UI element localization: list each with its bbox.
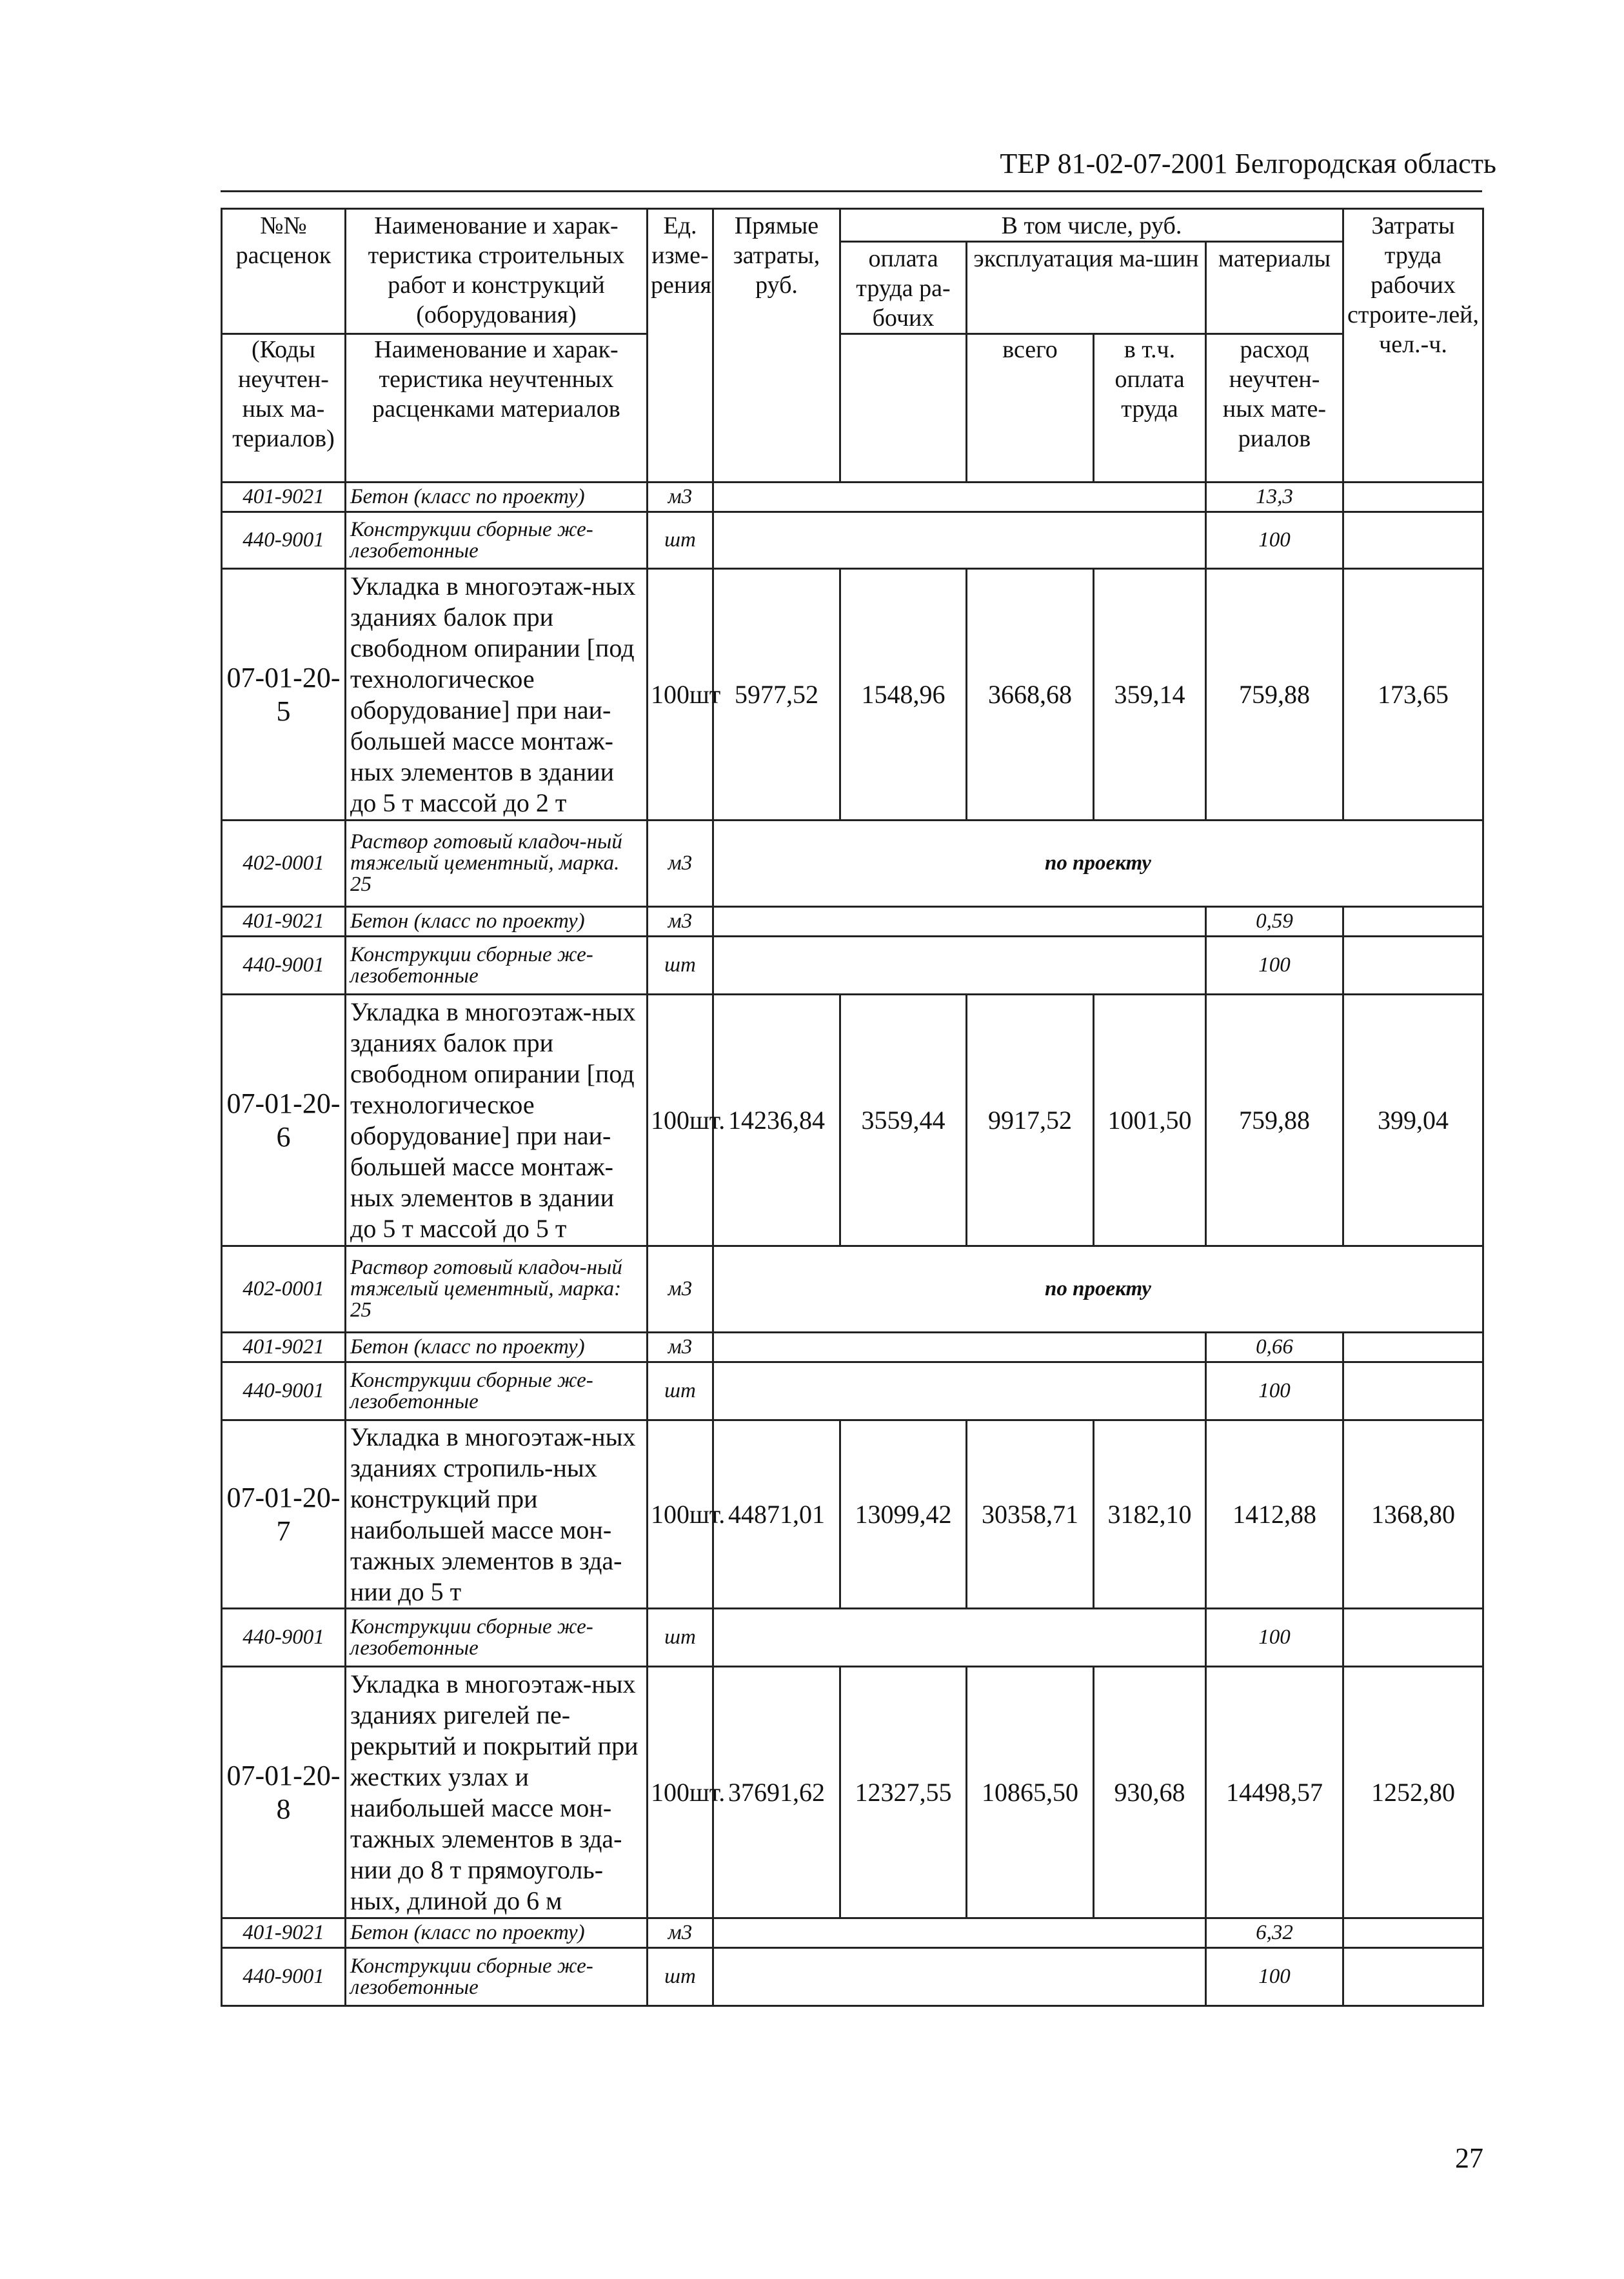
header-rule: [221, 190, 1482, 192]
empty-span-cell: [713, 1948, 1206, 2006]
work-description: Укладка в многоэтаж-ных зданиях ригелей пе-рекрытий и покрытий при жестких узлах и наибольшей массе мон-тажных элементов в зда-нии до 8 т прямоуголь-ных, длиной до 6 м: [346, 1667, 648, 1918]
rate-code: 07-01-20-6: [222, 995, 346, 1246]
empty-labor-cell: [1343, 1362, 1483, 1420]
material-unit: шт: [648, 937, 713, 995]
direct-costs-cell: 37691,62: [713, 1667, 840, 1918]
header-rate-number-line2: расценок: [235, 242, 332, 269]
table-row: [222, 995, 1483, 1246]
header-rate-number: [222, 209, 346, 334]
empty-span-cell: [713, 1333, 1206, 1362]
material-unit: м3: [648, 1246, 713, 1333]
material-code: 440-9001: [222, 1609, 346, 1667]
machines-pay-cell: 1001,50: [1094, 995, 1206, 1246]
header-labor-costs: Затраты труда рабочих строите-лей, чел.-ч.: [1343, 209, 1483, 483]
material-name: Бетон (класс по проекту): [346, 1333, 648, 1362]
header-empty: [840, 334, 967, 483]
machines-total-cell: 9917,52: [967, 995, 1094, 1246]
material-consumption: 100: [1206, 1948, 1343, 2006]
empty-span-cell: [713, 1918, 1206, 1948]
table-row: [222, 1246, 1483, 1333]
material-consumption: 6,32: [1206, 1918, 1343, 1948]
table-row: [222, 1948, 1483, 2006]
empty-span-cell: [713, 907, 1206, 937]
material-consumption: 100: [1206, 512, 1343, 569]
empty-labor-cell: [1343, 937, 1483, 995]
materials-cell: 759,88: [1206, 569, 1343, 821]
material-name: Конструкции сборные же-лезобетонные: [346, 1948, 648, 2006]
empty-labor-cell: [1343, 1609, 1483, 1667]
empty-span-cell: [713, 1362, 1206, 1420]
header-labor-pay: оплата труда ра-бочих: [840, 242, 967, 334]
rates-table: [221, 208, 1484, 2007]
machines-total-cell: 10865,50: [967, 1667, 1094, 1918]
material-code: 401-9021: [222, 907, 346, 937]
labor-pay-cell: 13099,42: [840, 1420, 967, 1609]
header-rate-number-line1: №№: [260, 212, 307, 239]
table-row: [222, 483, 1483, 512]
empty-labor-cell: [1343, 1948, 1483, 2006]
material-consumption: 100: [1206, 1609, 1343, 1667]
material-code: 402-0001: [222, 821, 346, 907]
material-consumption: 100: [1206, 1362, 1343, 1420]
header-machines-pay: в т.ч. оплата труда: [1094, 334, 1206, 483]
labor-pay-cell: 12327,55: [840, 1667, 967, 1918]
material-code: 402-0001: [222, 1246, 346, 1333]
table-row: [222, 1667, 1483, 1918]
header-materials-unaccounted: расход неучтен-ных мате-риалов: [1206, 334, 1343, 483]
material-name: Конструкции сборные же-лезобетонные: [346, 1609, 648, 1667]
material-consumption: 100: [1206, 937, 1343, 995]
empty-labor-cell: [1343, 1918, 1483, 1948]
materials-cell: 1412,88: [1206, 1420, 1343, 1609]
empty-span-cell: [713, 483, 1206, 512]
material-consumption: 0,59: [1206, 907, 1343, 937]
material-unit: м3: [648, 821, 713, 907]
header-work-name: Наименование и харак-теристика строительных работ и конструкций (оборудования): [346, 209, 648, 334]
unit-cell: 100шт: [648, 569, 713, 821]
header-direct-costs: Прямые затраты, руб.: [713, 209, 840, 483]
header-unit: Ед. изме-рения: [648, 209, 713, 483]
work-description: Укладка в многоэтаж-ных зданиях балок при свободном опирании [под технологическое оборудование] при наи-большей массе монтаж-ных элементов в здании до 5 т массой до 5 т: [346, 995, 648, 1246]
empty-labor-cell: [1343, 483, 1483, 512]
header-codes: (Коды неучтен-ных ма-териалов): [222, 334, 346, 483]
table-row: [222, 821, 1483, 907]
table-row: [222, 937, 1483, 995]
material-unit: шт: [648, 512, 713, 569]
table-row: [222, 1362, 1483, 1420]
empty-span-cell: [713, 937, 1206, 995]
page-number: 27: [1455, 2142, 1483, 2174]
direct-costs-cell: 14236,84: [713, 995, 840, 1246]
empty-labor-cell: [1343, 907, 1483, 937]
empty-span-cell: [713, 512, 1206, 569]
table-row: [222, 512, 1483, 569]
material-unit: м3: [648, 1333, 713, 1362]
material-name: Бетон (класс по проекту): [346, 907, 648, 937]
empty-span-cell: [713, 1609, 1206, 1667]
machines-total-cell: 3668,68: [967, 569, 1094, 821]
labor-costs-cell: 1252,80: [1343, 1667, 1483, 1918]
labor-costs-cell: 399,04: [1343, 995, 1483, 1246]
header-machines-total: всего: [967, 334, 1094, 483]
material-unit: м3: [648, 483, 713, 512]
table-row: [222, 569, 1483, 821]
table-row: [222, 1918, 1483, 1948]
material-code: 401-9021: [222, 483, 346, 512]
materials-cell: 14498,57: [1206, 1667, 1343, 1918]
rate-code: 07-01-20-5: [222, 569, 346, 821]
labor-pay-cell: 1548,96: [840, 569, 967, 821]
unit-cell: 100шт.: [648, 1420, 713, 1609]
table-row: [222, 907, 1483, 937]
table-row: [222, 1420, 1483, 1609]
direct-costs-cell: 44871,01: [713, 1420, 840, 1609]
material-unit: шт: [648, 1362, 713, 1420]
material-name: Бетон (класс по проекту): [346, 483, 648, 512]
labor-costs-cell: 1368,80: [1343, 1420, 1483, 1609]
material-unit: шт: [648, 1609, 713, 1667]
material-consumption: 13,3: [1206, 483, 1343, 512]
material-unit: м3: [648, 1918, 713, 1948]
materials-cell: 759,88: [1206, 995, 1343, 1246]
header-including: В том числе, руб.: [840, 209, 1343, 242]
rate-code: 07-01-20-8: [222, 1667, 346, 1918]
material-name: Раствор готовый кладоч-ный тяжелый цементный, марка. 25: [346, 821, 648, 907]
rate-code: 07-01-20-7: [222, 1420, 346, 1609]
material-unit: м3: [648, 907, 713, 937]
material-name: Бетон (класс по проекту): [346, 1918, 648, 1948]
material-code: 440-9001: [222, 1948, 346, 2006]
material-code: 401-9021: [222, 1918, 346, 1948]
header-machines: эксплуатация ма-шин: [967, 242, 1206, 334]
document-header-title: ТЕР 81-02-07-2001 Белгородская область: [1000, 148, 1496, 179]
machines-pay-cell: 359,14: [1094, 569, 1206, 821]
work-description: Укладка в многоэтаж-ных зданиях стропиль-ных конструкций при наибольшей массе мон-тажных элементов в зда-нии до 5 т: [346, 1420, 648, 1609]
material-code: 401-9021: [222, 1333, 346, 1362]
material-name: Раствор готовый кладоч-ный тяжелый цементный, марка: 25: [346, 1246, 648, 1333]
labor-costs-cell: 173,65: [1343, 569, 1483, 821]
by-project-note: по проекту: [713, 821, 1483, 907]
by-project-note: по проекту: [713, 1246, 1483, 1333]
machines-pay-cell: 3182,10: [1094, 1420, 1206, 1609]
unit-cell: 100шт.: [648, 1667, 713, 1918]
direct-costs-cell: 5977,52: [713, 569, 840, 821]
unit-cell: 100шт.: [648, 995, 713, 1246]
material-unit: шт: [648, 1948, 713, 2006]
material-name: Конструкции сборные же-лезобетонные: [346, 937, 648, 995]
material-code: 440-9001: [222, 937, 346, 995]
header-unaccounted-name: Наименование и харак-теристика неучтенных расценками материалов: [346, 334, 648, 483]
material-code: 440-9001: [222, 1362, 346, 1420]
material-name: Конструкции сборные же-лезобетонные: [346, 512, 648, 569]
machines-total-cell: 30358,71: [967, 1420, 1094, 1609]
material-name: Конструкции сборные же-лезобетонные: [346, 1362, 648, 1420]
material-consumption: 0,66: [1206, 1333, 1343, 1362]
labor-pay-cell: 3559,44: [840, 995, 967, 1246]
material-code: 440-9001: [222, 512, 346, 569]
empty-labor-cell: [1343, 512, 1483, 569]
table-row: [222, 1333, 1483, 1362]
header-materials: материалы: [1206, 242, 1343, 334]
work-description: Укладка в многоэтаж-ных зданиях балок при свободном опирании [под технологическое оборудование] при наи-большей массе монтаж-ных элементов в здании до 5 т массой до 2 т: [346, 569, 648, 821]
empty-labor-cell: [1343, 1333, 1483, 1362]
table-row: [222, 1609, 1483, 1667]
machines-pay-cell: 930,68: [1094, 1667, 1206, 1918]
